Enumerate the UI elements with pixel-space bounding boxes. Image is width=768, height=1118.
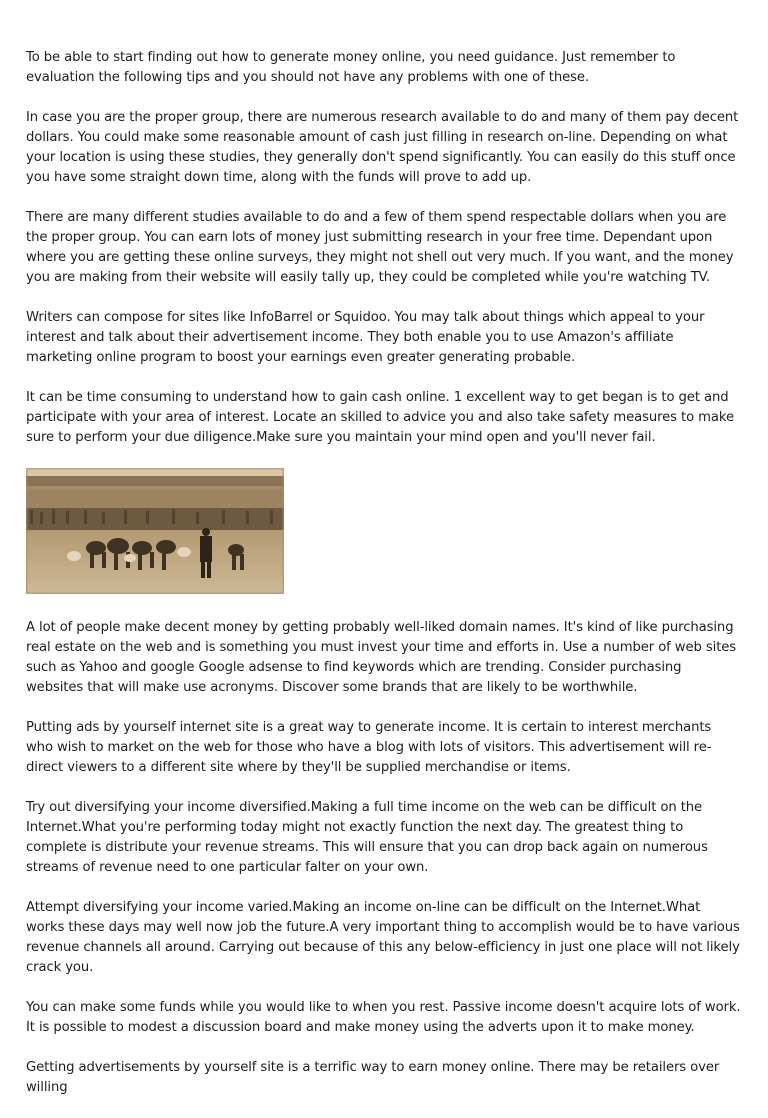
paragraph: In case you are the proper group, there are numerous research available to do and many of them pay decent dollars. You could make some reasonable amount of cash just filling in research on-line. Depending on what your location is using these studies, they generally don't spend significantly. You can easily do this stuff once you have some straight down time, along with the funds will prove to add up. [26, 110, 739, 185]
paragraph: Getting advertisements by yourself site is a terrific way to earn money online. There may be retailers over willing [26, 1060, 720, 1095]
paragraph: You can make some funds while you would like to when you rest. Passive income doesn't acquire lots of work. It is possible to modest a discussion board and make money using the adverts upon it to make money. [26, 1000, 741, 1035]
paragraph: There are many different studies available to do and a few of them spend respectable dollars when you are the proper group. You can earn lots of money just submitting research in your free time. Dependant upon where you are getting these online surveys, they might not shell out very much. If you want, and the money you are making from their website will easily tally up, they could be completed while you're watching TV. [26, 210, 734, 285]
paragraph: Try out diversifying your income diversified.Making a full time income on the web can be difficult on the Internet.What you're performing today might not exactly function the next day. The greatest thing to complete is distribute your revenue streams. This will ensure that you can drop back again on numerous streams of revenue need to one particular falter on your own. [26, 800, 708, 875]
vintage-football-photo [26, 468, 284, 594]
paragraph: It can be time consuming to understand how to gain cash online. 1 excellent way to get began is to get and participate with your area of interest. Locate an skilled to advice you and also take safety measures to make sure to perform your due diligence.Make sure you maintain your mind open and you'll never fail. [26, 390, 734, 445]
paragraph: Writers can compose for sites like InfoBarrel or Squidoo. You may talk about things which appeal to your interest and talk about their advertisement income. They both enable you to use Amazon's affiliate marketing online program to boost your earnings even greater generating probable. [26, 310, 705, 365]
paragraph: Attempt diversifying your income varied.Making an income on-line can be difficult on the Internet.What works these days may well now job the future.A very important thing to accomplish would be to have various revenue channels all around. Carrying out because of this any below-efficiency in just one place will not likely crack you. [26, 900, 740, 975]
paragraph: To be able to start finding out how to generate money online, you need guidance. Just remember to evaluation the following tips and you should not have any problems with one of these. [26, 50, 676, 85]
paragraph: A lot of people make decent money by getting probably well-liked domain names. It's kind of like purchasing real estate on the web and is something you must invest your time and efforts in. Use a number of web sites such as Yahoo and google Google adsense to find keywords which are trending. Consider purchasing websites that will make use acronyms. Discover some brands that are likely to be worthwhile. [26, 620, 737, 695]
paragraph: Putting ads by yourself internet site is a great way to generate income. It is certain to interest merchants who wish to market on the web for those who have a blog with lots of visitors. This advertisement will re-direct viewers to a different site where by they'll be supplied merchandise or items. [26, 720, 712, 775]
article [26, 48, 742, 1118]
